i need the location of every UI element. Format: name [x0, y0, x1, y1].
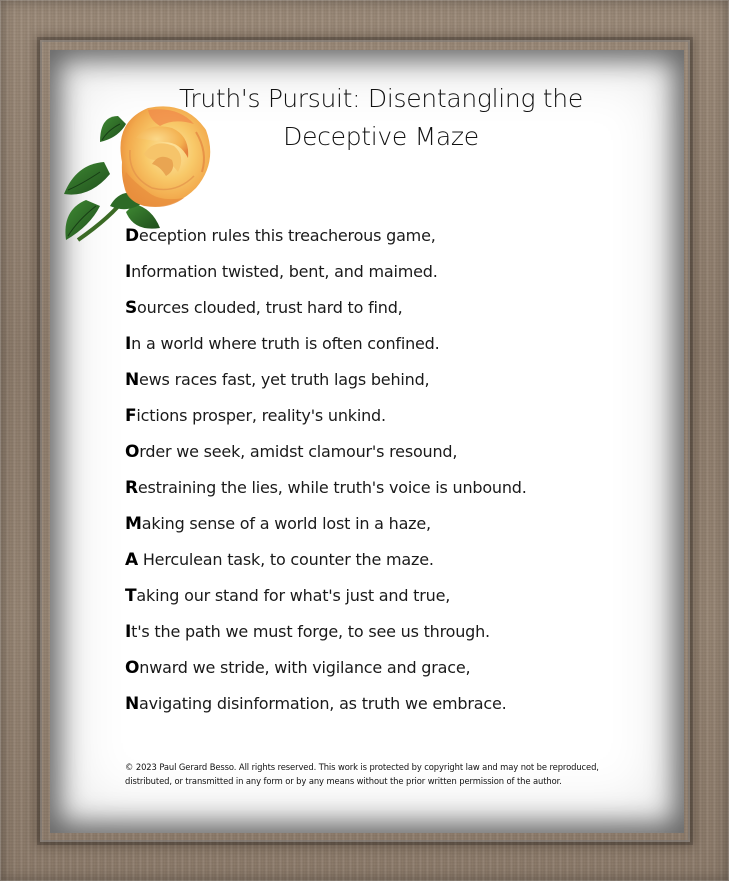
- poem-line: [125, 222, 645, 258]
- acrostic-initial: N: [125, 694, 140, 714]
- line-text: ictions prosper, reality's unkind.: [136, 406, 386, 425]
- poem-body: [125, 222, 645, 726]
- poem-line: [125, 366, 645, 402]
- poem-page: [50, 50, 684, 833]
- line-text: rder we seek, amidst clamour's resound,: [139, 442, 458, 461]
- line-text: ources clouded, trust hard to find,: [137, 298, 403, 317]
- acrostic-initial: I: [125, 262, 132, 282]
- poem-title: Truth's Pursuit: Disentangling the Deceptive Maze: [179, 84, 583, 151]
- line-text: n a world where truth is often confined.: [131, 334, 440, 353]
- acrostic-initial: O: [125, 658, 140, 678]
- acrostic-initial: T: [125, 586, 137, 606]
- poem-line: [125, 330, 645, 366]
- line-text: ews races fast, yet truth lags behind,: [139, 370, 430, 389]
- line-text: nward we stride, with vigilance and grace,: [139, 658, 471, 677]
- acrostic-initial: D: [125, 226, 139, 246]
- poem-line: [125, 654, 645, 690]
- line-text: aking sense of a world lost in a haze,: [141, 514, 431, 533]
- acrostic-initial: I: [125, 622, 132, 642]
- poem-line: [125, 294, 645, 330]
- line-text: avigating disinformation, as truth we embrace.: [139, 694, 507, 713]
- line-text: nformation twisted, bent, and maimed.: [131, 262, 438, 281]
- line-text: aking our stand for what's just and true,: [136, 586, 451, 605]
- line-text: t's the path we must forge, to see us through.: [131, 622, 490, 641]
- acrostic-initial: R: [125, 478, 138, 498]
- acrostic-initial: M: [125, 514, 142, 534]
- poem-line: [125, 618, 645, 654]
- poem-line: [125, 546, 645, 582]
- poem-line: [125, 690, 645, 726]
- poem-line: [125, 258, 645, 294]
- poem-line: [125, 474, 645, 510]
- poem-line: [125, 510, 645, 546]
- poem-line: [125, 438, 645, 474]
- poem-line: [125, 402, 645, 438]
- line-text: Herculean task, to counter the maze.: [137, 550, 434, 569]
- acrostic-initial: A: [125, 550, 138, 570]
- acrostic-initial: F: [125, 406, 137, 426]
- line-text: eception rules this treacherous game,: [138, 226, 436, 245]
- acrostic-initial: N: [125, 370, 140, 390]
- acrostic-initial: S: [125, 298, 138, 318]
- poem-line: [125, 582, 645, 618]
- acrostic-initial: I: [125, 334, 132, 354]
- copyright-notice: © 2023 Paul Gerard Besso. All rights reserved. This work is protected by copyright law and may not be reproduced, distributed, or transmitted in any form or by any means without the prior written permission of the author.: [125, 762, 599, 786]
- line-text: estraining the lies, while truth's voice is unbound.: [137, 478, 527, 497]
- acrostic-initial: O: [125, 442, 140, 462]
